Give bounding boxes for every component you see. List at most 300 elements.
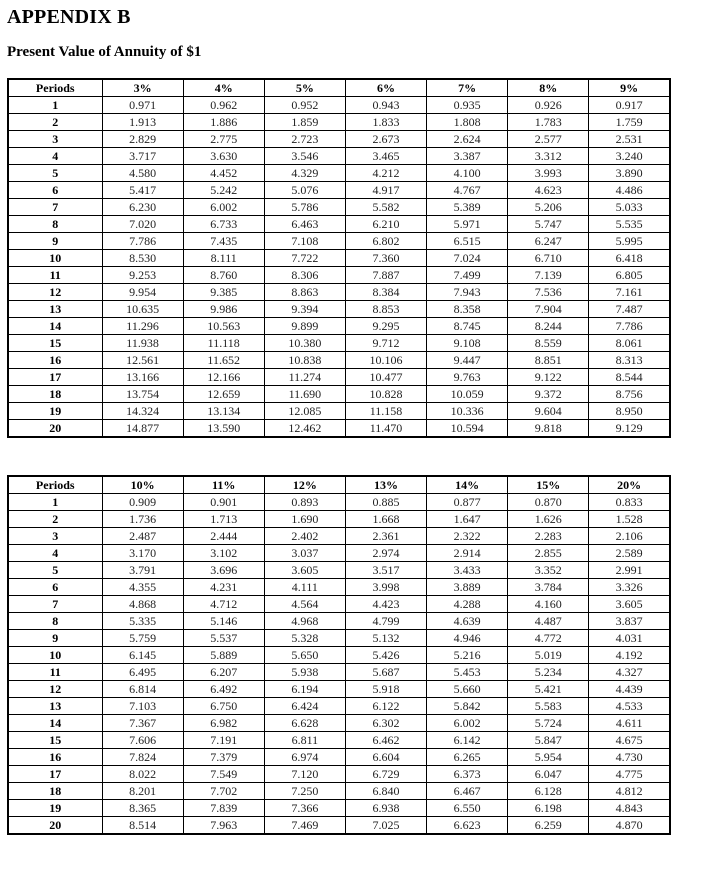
value-cell: 3.784 xyxy=(508,579,589,596)
value-cell: 5.660 xyxy=(427,681,508,698)
period-cell: 7 xyxy=(8,199,102,216)
value-cell: 6.302 xyxy=(345,715,426,732)
value-cell: 4.611 xyxy=(589,715,670,732)
value-cell: 11.158 xyxy=(345,403,426,420)
value-cell: 5.759 xyxy=(102,630,183,647)
value-cell: 4.100 xyxy=(427,165,508,182)
table-row xyxy=(8,766,670,783)
value-cell: 2.855 xyxy=(508,545,589,562)
value-cell: 8.313 xyxy=(589,352,670,369)
rate-header: 3% xyxy=(102,79,183,97)
value-cell: 6.492 xyxy=(183,681,264,698)
table-row xyxy=(8,318,670,335)
table-row xyxy=(8,250,670,267)
value-cell: 2.974 xyxy=(345,545,426,562)
value-cell: 11.652 xyxy=(183,352,264,369)
value-cell: 1.736 xyxy=(102,511,183,528)
value-cell: 3.352 xyxy=(508,562,589,579)
value-cell: 11.274 xyxy=(264,369,345,386)
value-cell: 6.002 xyxy=(183,199,264,216)
value-cell: 12.659 xyxy=(183,386,264,403)
value-cell: 12.085 xyxy=(264,403,345,420)
value-cell: 4.772 xyxy=(508,630,589,647)
period-cell: 14 xyxy=(8,318,102,335)
value-cell: 3.696 xyxy=(183,562,264,579)
rate-header: 7% xyxy=(427,79,508,97)
value-cell: 1.783 xyxy=(508,114,589,131)
value-cell: 5.234 xyxy=(508,664,589,681)
value-cell: 6.265 xyxy=(427,749,508,766)
rate-header: 10% xyxy=(102,476,183,494)
rate-header: 6% xyxy=(345,79,426,97)
value-cell: 4.775 xyxy=(589,766,670,783)
value-cell: 11.938 xyxy=(102,335,183,352)
value-cell: 6.198 xyxy=(508,800,589,817)
value-cell: 5.583 xyxy=(508,698,589,715)
rate-header: 20% xyxy=(589,476,670,494)
value-cell: 10.838 xyxy=(264,352,345,369)
rate-header: 5% xyxy=(264,79,345,97)
period-cell: 15 xyxy=(8,335,102,352)
value-cell: 1.859 xyxy=(264,114,345,131)
value-cell: 12.462 xyxy=(264,420,345,438)
value-cell: 9.604 xyxy=(508,403,589,420)
value-cell: 0.893 xyxy=(264,494,345,511)
value-cell: 4.031 xyxy=(589,630,670,647)
value-cell: 4.843 xyxy=(589,800,670,817)
value-cell: 5.206 xyxy=(508,199,589,216)
period-cell: 17 xyxy=(8,369,102,386)
table-row xyxy=(8,284,670,301)
value-cell: 5.971 xyxy=(427,216,508,233)
value-cell: 6.814 xyxy=(102,681,183,698)
value-cell: 6.462 xyxy=(345,732,426,749)
value-cell: 1.808 xyxy=(427,114,508,131)
value-cell: 8.559 xyxy=(508,335,589,352)
value-cell: 3.605 xyxy=(589,596,670,613)
value-cell: 8.756 xyxy=(589,386,670,403)
value-cell: 5.842 xyxy=(427,698,508,715)
value-cell: 6.047 xyxy=(508,766,589,783)
period-cell: 16 xyxy=(8,749,102,766)
value-cell: 4.799 xyxy=(345,613,426,630)
table-row xyxy=(8,148,670,165)
value-cell: 4.439 xyxy=(589,681,670,698)
value-cell: 2.444 xyxy=(183,528,264,545)
period-cell: 14 xyxy=(8,715,102,732)
value-cell: 2.624 xyxy=(427,131,508,148)
value-cell: 7.549 xyxy=(183,766,264,783)
value-cell: 7.702 xyxy=(183,783,264,800)
value-cell: 5.582 xyxy=(345,199,426,216)
value-cell: 4.623 xyxy=(508,182,589,199)
period-cell: 10 xyxy=(8,250,102,267)
value-cell: 4.486 xyxy=(589,182,670,199)
value-cell: 0.909 xyxy=(102,494,183,511)
value-cell: 9.372 xyxy=(508,386,589,403)
value-cell: 5.724 xyxy=(508,715,589,732)
value-cell: 7.108 xyxy=(264,233,345,250)
value-cell: 10.106 xyxy=(345,352,426,369)
value-cell: 14.877 xyxy=(102,420,183,438)
value-cell: 3.717 xyxy=(102,148,183,165)
value-cell: 3.546 xyxy=(264,148,345,165)
value-cell: 11.690 xyxy=(264,386,345,403)
value-cell: 2.723 xyxy=(264,131,345,148)
value-cell: 8.851 xyxy=(508,352,589,369)
value-cell: 8.022 xyxy=(102,766,183,783)
value-cell: 9.954 xyxy=(102,284,183,301)
value-cell: 0.901 xyxy=(183,494,264,511)
value-cell: 2.829 xyxy=(102,131,183,148)
value-cell: 6.122 xyxy=(345,698,426,715)
value-cell: 4.730 xyxy=(589,749,670,766)
table-row xyxy=(8,562,670,579)
value-cell: 11.296 xyxy=(102,318,183,335)
period-cell: 11 xyxy=(8,664,102,681)
value-cell: 5.535 xyxy=(589,216,670,233)
value-cell: 1.886 xyxy=(183,114,264,131)
value-cell: 8.201 xyxy=(102,783,183,800)
value-cell: 3.387 xyxy=(427,148,508,165)
value-cell: 4.231 xyxy=(183,579,264,596)
table-row xyxy=(8,596,670,613)
value-cell: 5.146 xyxy=(183,613,264,630)
table-row xyxy=(8,199,670,216)
value-cell: 5.786 xyxy=(264,199,345,216)
table-row xyxy=(8,664,670,681)
value-cell: 7.904 xyxy=(508,301,589,318)
value-cell: 9.818 xyxy=(508,420,589,438)
table-row xyxy=(8,698,670,715)
value-cell: 3.993 xyxy=(508,165,589,182)
value-cell: 7.824 xyxy=(102,749,183,766)
value-cell: 7.839 xyxy=(183,800,264,817)
value-cell: 6.733 xyxy=(183,216,264,233)
value-cell: 7.786 xyxy=(589,318,670,335)
value-cell: 8.244 xyxy=(508,318,589,335)
period-cell: 9 xyxy=(8,233,102,250)
value-cell: 3.998 xyxy=(345,579,426,596)
table-body xyxy=(8,97,670,438)
value-cell: 7.024 xyxy=(427,250,508,267)
value-cell: 7.120 xyxy=(264,766,345,783)
value-cell: 6.145 xyxy=(102,647,183,664)
period-cell: 11 xyxy=(8,267,102,284)
value-cell: 5.216 xyxy=(427,647,508,664)
value-cell: 9.253 xyxy=(102,267,183,284)
rate-header: 13% xyxy=(345,476,426,494)
value-cell: 2.673 xyxy=(345,131,426,148)
period-cell: 3 xyxy=(8,528,102,545)
value-cell: 5.389 xyxy=(427,199,508,216)
value-cell: 13.754 xyxy=(102,386,183,403)
period-cell: 19 xyxy=(8,800,102,817)
value-cell: 4.327 xyxy=(589,664,670,681)
header-row xyxy=(8,476,670,494)
value-cell: 10.563 xyxy=(183,318,264,335)
value-cell: 0.926 xyxy=(508,97,589,114)
value-cell: 4.868 xyxy=(102,596,183,613)
value-cell: 5.747 xyxy=(508,216,589,233)
value-cell: 9.763 xyxy=(427,369,508,386)
value-cell: 6.247 xyxy=(508,233,589,250)
value-cell: 5.918 xyxy=(345,681,426,698)
value-cell: 2.991 xyxy=(589,562,670,579)
value-cell: 7.435 xyxy=(183,233,264,250)
value-cell: 6.259 xyxy=(508,817,589,835)
value-cell: 3.890 xyxy=(589,165,670,182)
value-cell: 3.433 xyxy=(427,562,508,579)
value-cell: 2.914 xyxy=(427,545,508,562)
value-cell: 0.833 xyxy=(589,494,670,511)
value-cell: 7.963 xyxy=(183,817,264,835)
value-cell: 7.161 xyxy=(589,284,670,301)
value-cell: 4.111 xyxy=(264,579,345,596)
value-cell: 1.833 xyxy=(345,114,426,131)
table-row xyxy=(8,630,670,647)
value-cell: 4.192 xyxy=(589,647,670,664)
period-cell: 12 xyxy=(8,284,102,301)
table-row xyxy=(8,732,670,749)
period-cell: 15 xyxy=(8,732,102,749)
period-cell: 13 xyxy=(8,698,102,715)
value-cell: 1.913 xyxy=(102,114,183,131)
value-cell: 4.288 xyxy=(427,596,508,613)
period-cell: 6 xyxy=(8,579,102,596)
value-cell: 7.191 xyxy=(183,732,264,749)
value-cell: 6.710 xyxy=(508,250,589,267)
table-row xyxy=(8,579,670,596)
value-cell: 8.358 xyxy=(427,301,508,318)
value-cell: 5.954 xyxy=(508,749,589,766)
value-cell: 6.207 xyxy=(183,664,264,681)
value-cell: 4.639 xyxy=(427,613,508,630)
value-cell: 8.950 xyxy=(589,403,670,420)
value-cell: 7.379 xyxy=(183,749,264,766)
table-row xyxy=(8,800,670,817)
value-cell: 6.463 xyxy=(264,216,345,233)
annuity-table-high-rates xyxy=(7,475,671,835)
value-cell: 0.952 xyxy=(264,97,345,114)
periods-header: Periods xyxy=(8,79,102,97)
value-cell: 9.108 xyxy=(427,335,508,352)
value-cell: 0.877 xyxy=(427,494,508,511)
value-cell: 7.499 xyxy=(427,267,508,284)
value-cell: 5.076 xyxy=(264,182,345,199)
value-cell: 3.102 xyxy=(183,545,264,562)
periods-header: Periods xyxy=(8,476,102,494)
value-cell: 9.295 xyxy=(345,318,426,335)
value-cell: 8.306 xyxy=(264,267,345,284)
value-cell: 7.366 xyxy=(264,800,345,817)
table-row xyxy=(8,131,670,148)
value-cell: 1.668 xyxy=(345,511,426,528)
value-cell: 2.531 xyxy=(589,131,670,148)
period-cell: 9 xyxy=(8,630,102,647)
value-cell: 7.250 xyxy=(264,783,345,800)
value-cell: 3.037 xyxy=(264,545,345,562)
table-row xyxy=(8,114,670,131)
value-cell: 13.166 xyxy=(102,369,183,386)
value-cell: 5.687 xyxy=(345,664,426,681)
value-cell: 8.544 xyxy=(589,369,670,386)
value-cell: 5.132 xyxy=(345,630,426,647)
table-row xyxy=(8,749,670,766)
value-cell: 6.515 xyxy=(427,233,508,250)
period-cell: 7 xyxy=(8,596,102,613)
rate-header: 14% xyxy=(427,476,508,494)
value-cell: 8.061 xyxy=(589,335,670,352)
value-cell: 4.870 xyxy=(589,817,670,835)
rate-header: 15% xyxy=(508,476,589,494)
table-row xyxy=(8,352,670,369)
value-cell: 8.745 xyxy=(427,318,508,335)
appendix-title: APPENDIX B xyxy=(7,6,131,28)
value-cell: 6.811 xyxy=(264,732,345,749)
value-cell: 6.373 xyxy=(427,766,508,783)
table-row xyxy=(8,301,670,318)
table-row xyxy=(8,165,670,182)
value-cell: 6.623 xyxy=(427,817,508,835)
period-cell: 5 xyxy=(8,165,102,182)
value-cell: 4.564 xyxy=(264,596,345,613)
value-cell: 3.465 xyxy=(345,148,426,165)
value-cell: 0.962 xyxy=(183,97,264,114)
value-cell: 9.122 xyxy=(508,369,589,386)
value-cell: 6.467 xyxy=(427,783,508,800)
header-row xyxy=(8,79,670,97)
value-cell: 12.561 xyxy=(102,352,183,369)
period-cell: 20 xyxy=(8,817,102,835)
period-cell: 5 xyxy=(8,562,102,579)
value-cell: 3.837 xyxy=(589,613,670,630)
value-cell: 5.453 xyxy=(427,664,508,681)
period-cell: 13 xyxy=(8,301,102,318)
period-cell: 2 xyxy=(8,114,102,131)
value-cell: 4.812 xyxy=(589,783,670,800)
value-cell: 5.417 xyxy=(102,182,183,199)
value-cell: 1.528 xyxy=(589,511,670,528)
value-cell: 7.025 xyxy=(345,817,426,835)
period-cell: 8 xyxy=(8,216,102,233)
period-cell: 4 xyxy=(8,545,102,562)
value-cell: 1.759 xyxy=(589,114,670,131)
value-cell: 13.134 xyxy=(183,403,264,420)
value-cell: 2.589 xyxy=(589,545,670,562)
period-cell: 10 xyxy=(8,647,102,664)
rate-header: 9% xyxy=(589,79,670,97)
value-cell: 5.335 xyxy=(102,613,183,630)
value-cell: 6.550 xyxy=(427,800,508,817)
value-cell: 4.329 xyxy=(264,165,345,182)
value-cell: 4.968 xyxy=(264,613,345,630)
value-cell: 6.142 xyxy=(427,732,508,749)
period-cell: 18 xyxy=(8,783,102,800)
value-cell: 4.533 xyxy=(589,698,670,715)
period-cell: 4 xyxy=(8,148,102,165)
value-cell: 3.630 xyxy=(183,148,264,165)
table-header xyxy=(8,476,670,494)
value-cell: 4.355 xyxy=(102,579,183,596)
value-cell: 2.577 xyxy=(508,131,589,148)
value-cell: 9.394 xyxy=(264,301,345,318)
value-cell: 1.713 xyxy=(183,511,264,528)
table-row xyxy=(8,420,670,438)
table-row xyxy=(8,494,670,511)
value-cell: 13.590 xyxy=(183,420,264,438)
value-cell: 6.802 xyxy=(345,233,426,250)
value-cell: 10.594 xyxy=(427,420,508,438)
value-cell: 2.361 xyxy=(345,528,426,545)
value-cell: 8.384 xyxy=(345,284,426,301)
value-cell: 6.418 xyxy=(589,250,670,267)
value-cell: 9.447 xyxy=(427,352,508,369)
value-cell: 4.917 xyxy=(345,182,426,199)
value-cell: 5.033 xyxy=(589,199,670,216)
table-row xyxy=(8,681,670,698)
period-cell: 16 xyxy=(8,352,102,369)
value-cell: 4.212 xyxy=(345,165,426,182)
value-cell: 7.103 xyxy=(102,698,183,715)
table-row xyxy=(8,783,670,800)
value-cell: 10.828 xyxy=(345,386,426,403)
value-cell: 2.402 xyxy=(264,528,345,545)
table-row xyxy=(8,817,670,835)
value-cell: 0.917 xyxy=(589,97,670,114)
value-cell: 8.853 xyxy=(345,301,426,318)
value-cell: 5.537 xyxy=(183,630,264,647)
value-cell: 5.650 xyxy=(264,647,345,664)
value-cell: 6.128 xyxy=(508,783,589,800)
value-cell: 4.487 xyxy=(508,613,589,630)
value-cell: 5.938 xyxy=(264,664,345,681)
value-cell: 5.426 xyxy=(345,647,426,664)
value-cell: 7.360 xyxy=(345,250,426,267)
value-cell: 6.840 xyxy=(345,783,426,800)
value-cell: 7.722 xyxy=(264,250,345,267)
rate-header: 4% xyxy=(183,79,264,97)
value-cell: 5.328 xyxy=(264,630,345,647)
period-cell: 19 xyxy=(8,403,102,420)
value-cell: 8.760 xyxy=(183,267,264,284)
period-cell: 20 xyxy=(8,420,102,438)
value-cell: 4.767 xyxy=(427,182,508,199)
table-header xyxy=(8,79,670,97)
value-cell: 9.899 xyxy=(264,318,345,335)
table-row xyxy=(8,647,670,664)
value-cell: 9.129 xyxy=(589,420,670,438)
value-cell: 2.487 xyxy=(102,528,183,545)
value-cell: 6.938 xyxy=(345,800,426,817)
period-cell: 17 xyxy=(8,766,102,783)
value-cell: 4.423 xyxy=(345,596,426,613)
value-cell: 4.452 xyxy=(183,165,264,182)
value-cell: 10.059 xyxy=(427,386,508,403)
annuity-table-low-rates xyxy=(7,78,671,438)
period-cell: 8 xyxy=(8,613,102,630)
value-cell: 3.312 xyxy=(508,148,589,165)
value-cell: 9.385 xyxy=(183,284,264,301)
value-cell: 11.118 xyxy=(183,335,264,352)
value-cell: 0.943 xyxy=(345,97,426,114)
value-cell: 1.626 xyxy=(508,511,589,528)
table-row xyxy=(8,267,670,284)
value-cell: 1.690 xyxy=(264,511,345,528)
value-cell: 0.870 xyxy=(508,494,589,511)
period-cell: 18 xyxy=(8,386,102,403)
value-cell: 6.805 xyxy=(589,267,670,284)
